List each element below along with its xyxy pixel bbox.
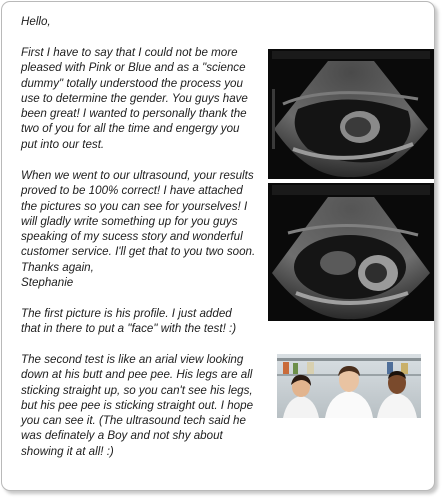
greeting: Hello, [21, 15, 51, 28]
text-line: but his pee pee is sticking straight out. I hope [21, 398, 254, 412]
text-line: that in there to put a "face" with the test! :) [21, 322, 237, 336]
text-line: When we went to our ultrasound, your results [21, 169, 254, 182]
text-line: the pictures so you can see for yourselves! I [21, 199, 248, 213]
text-line: The second test is like an arial view looking [21, 353, 244, 366]
paragraph-4 [21, 352, 253, 459]
text-line: dummy" totally understood the process you [21, 76, 243, 90]
text-line: customer service. I'll get that to you two soon. [21, 245, 256, 259]
text-line: was definately a Boy and not shy about [21, 429, 223, 443]
lab-team-photo [277, 354, 421, 418]
signature: Stephanie [21, 276, 74, 290]
ultrasound-aerial-image [268, 183, 434, 321]
text-line: you can see it. (The ultrasound tech said he [21, 414, 246, 428]
paragraph-3 [21, 306, 236, 337]
text-line: been great! I wanted to personally thank the [21, 107, 247, 121]
text-line: use to determine the gender. You guys have [21, 91, 248, 105]
signoff [21, 260, 94, 291]
text-line: two of you for all the time and engergy you [21, 122, 240, 136]
text-line: Thanks again, [21, 261, 94, 274]
text-line: sticking straight up, so you can't see his legs, [21, 383, 253, 397]
text-line: showing it at all! :) [21, 444, 114, 458]
text-line: put into our test. [21, 137, 105, 151]
ultrasound-profile-image [268, 49, 434, 179]
text-line: The first picture is his profile. I just added [21, 307, 232, 320]
paragraph-2 [21, 168, 255, 260]
text-line: speaking of my sucess story and wonderful [21, 230, 243, 244]
text-line: down at his butt and pee pee. His legs are all [21, 368, 253, 382]
text-line: First I have to say that I could not be more [21, 46, 238, 59]
text-line: pleased with Pink or Blue and as a "science [21, 61, 246, 75]
paragraph-1 [21, 45, 248, 152]
text-line: proved to be 100% correct! I have attached [21, 184, 243, 198]
text-line: will gladly write something up for you guys [21, 214, 238, 228]
